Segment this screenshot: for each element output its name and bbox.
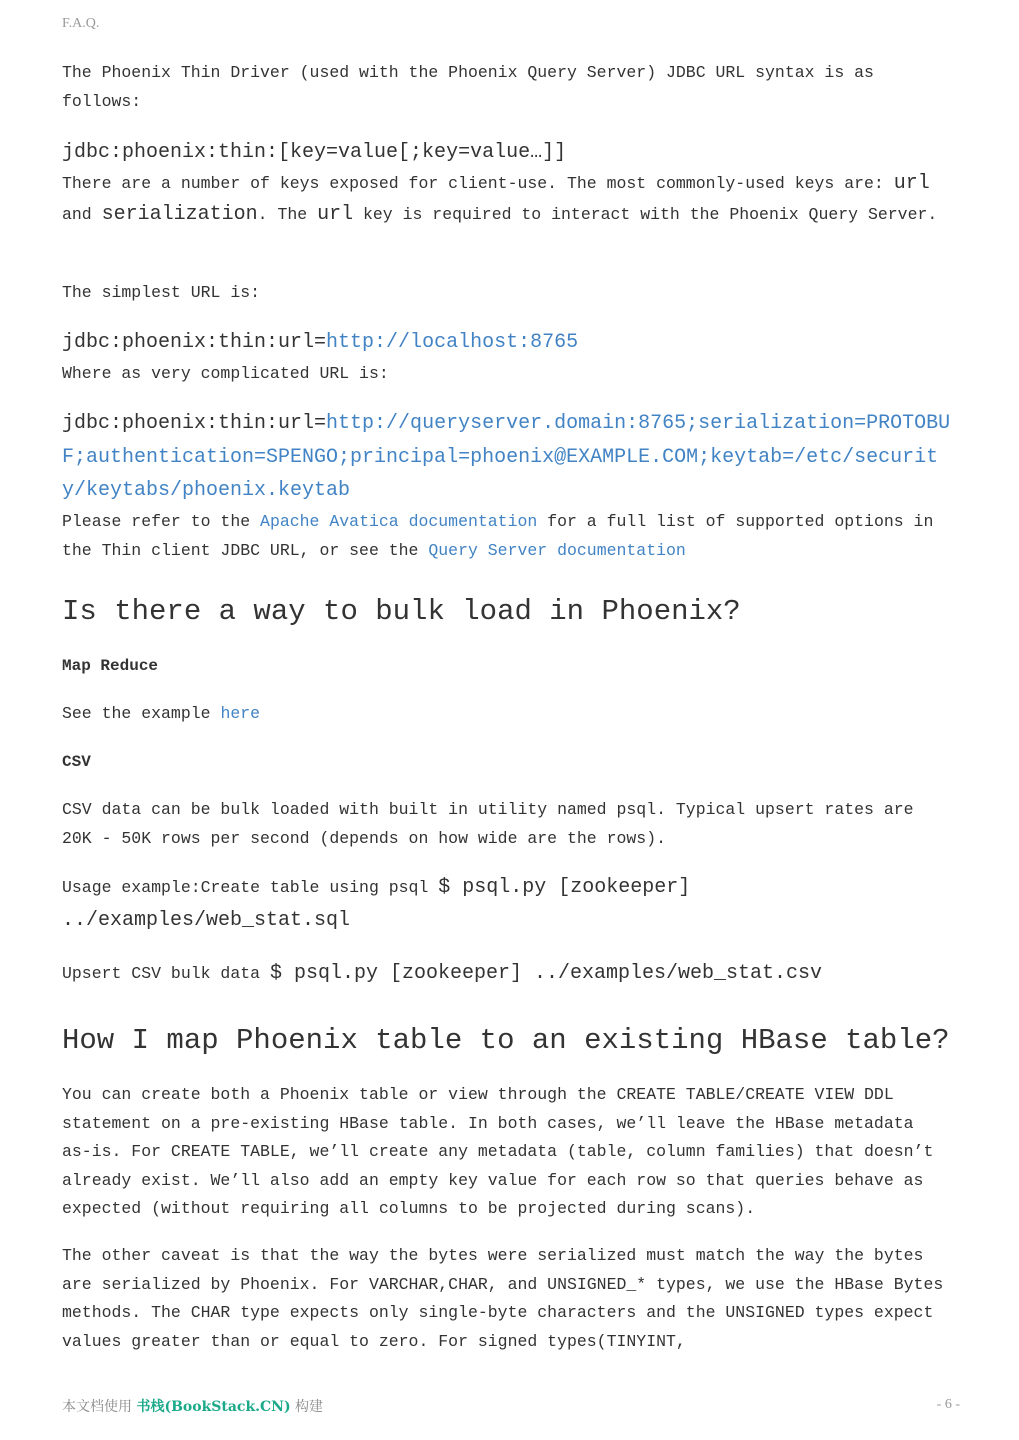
- bookstack-brand: 书栈(BookStack.CN): [136, 1399, 291, 1415]
- bulk-load-heading: Is there a way to bulk load in Phoenix?: [62, 595, 741, 628]
- csv-subheading: CSV: [62, 753, 91, 771]
- hbase-paragraph-1: You can create both a Phoenix table or view through the CREATE TABLE/CREATE VIEW DDL statement on a pre-existing HBase table. In both cases, we’ll leave the HBase metadata as-is. For CREATE TABLE, we’ll create any metadata (table, column families) that doesn’t already exist. We’ll also add an empty key value for each row so that queries behave as expected (without requiring all columns to be projected during scans).: [62, 1085, 934, 1218]
- running-header: F.A.Q.: [62, 16, 100, 31]
- localhost-link[interactable]: http://localhost:8765: [326, 331, 579, 354]
- code-url-2: url: [317, 202, 354, 226]
- usage-paragraph: Usage example:Create table using psql $ psql.py [zookeeper] ../examples/web_stat.sql: [62, 876, 691, 932]
- complex-url: jdbc:phoenix:thin:url=http://queryserver.domain:8765;serialization=PROTOBUF;authentication=SPENGO;principal=phoenix@EXAMPLE.COM;keytab=/etc/security/keytabs/phoenix.keytab: [62, 412, 951, 502]
- simple-url: jdbc:phoenix:thin:url=http://localhost:8765: [62, 331, 579, 354]
- simplest-label: The simplest URL is:: [62, 283, 261, 302]
- complicated-label: Where as very complicated URL is:: [62, 364, 389, 383]
- footer-credit: 本文档使用 书栈(BookStack.CN) 构建: [62, 1399, 324, 1415]
- jdbc-syntax-url: jdbc:phoenix:thin:[key=value[;key=value…]]: [62, 141, 567, 164]
- keys-paragraph: There are a number of keys exposed for client-use. The most commonly-used keys are: url and serialization. The url key is required to interact with the Phoenix Query Server.: [62, 172, 938, 226]
- hbase-paragraph-2: The other caveat is that the way the bytes were serialized must match the way the bytes are serialized by Phoenix. For VARCHAR,CHAR, and UNSIGNED_* types, we use the HBase Bytes methods. The CHAR type expects only single-byte characters and the UNSIGNED types expect values greater than or equal to zero. For signed types(TINYINT,: [62, 1246, 944, 1351]
- avatica-docs-link[interactable]: Apache Avatica documentation: [260, 512, 538, 531]
- code-serialization: serialization: [101, 202, 258, 226]
- hbase-mapping-heading: How I map Phoenix table to an existing HBase table?: [62, 1024, 950, 1057]
- code-url: url: [893, 172, 930, 195]
- query-server-docs-link[interactable]: Query Server documentation: [428, 540, 686, 560]
- psql-upsert-command: $ psql.py [zookeeper] ../examples/web_stat.csv: [269, 962, 823, 985]
- intro-paragraph: The Phoenix Thin Driver (used with the Phoenix Query Server) JDBC URL syntax is as follows:: [62, 63, 874, 111]
- mapreduce-subheading: Map Reduce: [62, 657, 159, 675]
- psql-create-command: $ psql.py [zookeeper] ../examples/web_stat.sql: [62, 876, 691, 932]
- page-number: - 6 -: [936, 1397, 960, 1412]
- example-paragraph: See the example here: [62, 704, 261, 723]
- queryserver-link[interactable]: http://queryserver.domain:8765;serialization=PROTOBUF;authentication=SPENGO;principal=phoenix@EXAMPLE.COM;keytab=/etc/security/keytabs/phoenix.keytab: [62, 412, 951, 502]
- csv-paragraph: CSV data can be bulk loaded with built in utility named psql. Typical upsert rates are 20K - 50K rows per second (depends on how wide are the rows).: [62, 800, 914, 848]
- here-link[interactable]: here: [220, 704, 261, 723]
- upsert-paragraph: Upsert CSV bulk data $ psql.py [zookeeper] ../examples/web_stat.csv: [62, 962, 823, 985]
- refer-paragraph: Please refer to the Apache Avatica documentation for a full list of supported options in the Thin client JDBC URL, or see the Query Server documentation: [62, 512, 934, 560]
